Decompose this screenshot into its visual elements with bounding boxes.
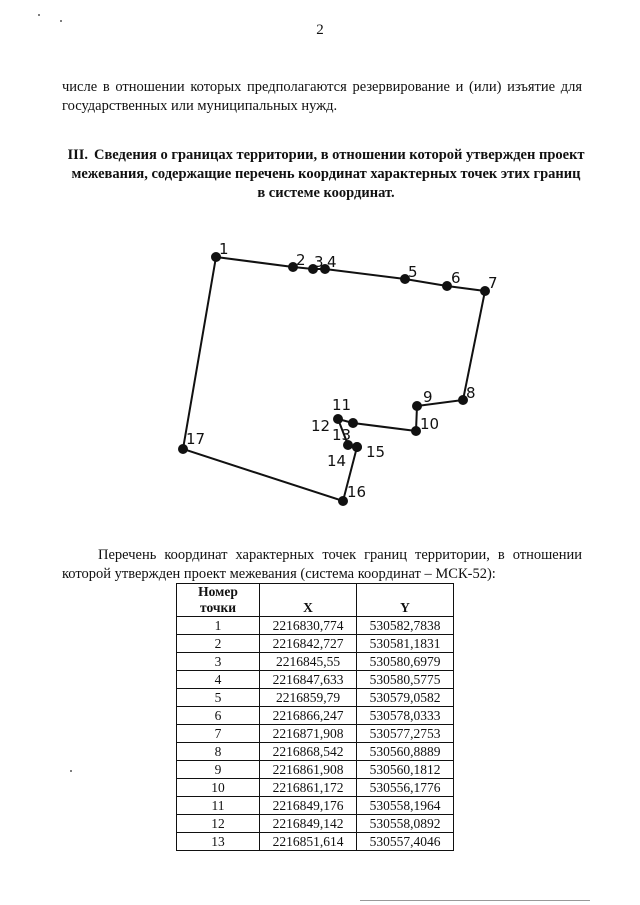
cell-number: 5: [177, 689, 260, 707]
cell-x: 2216847,633: [260, 671, 357, 689]
point-label-17: 17: [186, 430, 206, 448]
cell-number: 1: [177, 617, 260, 635]
cell-y: 530560,8889: [357, 743, 454, 761]
point-label-10: 10: [420, 415, 440, 433]
cell-y: 530580,5775: [357, 671, 454, 689]
table-row: [177, 671, 454, 689]
cell-number: 9: [177, 761, 260, 779]
point-labels: [186, 240, 498, 501]
point-label-12: 12: [311, 417, 331, 435]
cell-number: 2: [177, 635, 260, 653]
cell-y: 530577,2753: [357, 725, 454, 743]
cell-y: 530581,1831: [357, 635, 454, 653]
cell-number: 6: [177, 707, 260, 725]
cell-x: 2216849,142: [260, 815, 357, 833]
cell-y: 530580,6979: [357, 653, 454, 671]
section-title: Сведения о границах территории, в отношении которой утвержден проект межевания, содержащие перечень координат характерных точек этих границ в системе координат.: [71, 147, 585, 201]
cell-number: 3: [177, 653, 260, 671]
cell-number: 8: [177, 743, 260, 761]
list-intro-paragraph: Перечень координат характерных точек границ территории, в отношении которой утвержден проект межевания (система координат – МСК-52):: [62, 547, 582, 582]
coordinates-table: [176, 583, 454, 851]
header-x: X: [260, 584, 357, 617]
cell-y: 530557,4046: [357, 833, 454, 851]
table-row: [177, 743, 454, 761]
cell-y: 530579,0582: [357, 689, 454, 707]
scan-speck: [38, 14, 40, 16]
cell-y: 530556,1776: [357, 779, 454, 797]
table-header-row: [177, 584, 454, 617]
point-label-15: 15: [366, 443, 386, 461]
point-label-8: 8: [466, 384, 476, 402]
cell-x: 2216866,247: [260, 707, 357, 725]
table-row: [177, 761, 454, 779]
cell-x: 2216842,727: [260, 635, 357, 653]
point-9: [412, 401, 422, 411]
point-label-14: 14: [327, 452, 347, 470]
point-label-13: 13: [332, 426, 352, 444]
point-label-4: 4: [327, 253, 337, 271]
page-number: 2: [316, 22, 324, 38]
cell-y: 530578,0333: [357, 707, 454, 725]
table-row: [177, 707, 454, 725]
point-12: [333, 414, 343, 424]
cell-x: 2216861,908: [260, 761, 357, 779]
section-number: III.: [67, 147, 88, 163]
cell-y: 530558,0892: [357, 815, 454, 833]
table-row: [177, 779, 454, 797]
table-row: [177, 653, 454, 671]
table-row: [177, 689, 454, 707]
point-label-7: 7: [488, 274, 498, 292]
point-label-2: 2: [296, 251, 306, 269]
point-label-11: 11: [332, 396, 352, 414]
cell-x: 2216845,55: [260, 653, 357, 671]
point-label-5: 5: [408, 263, 418, 281]
point-label-3: 3: [314, 253, 324, 271]
header-y: Y: [357, 584, 454, 617]
cell-x: 2216849,176: [260, 797, 357, 815]
point-label-1: 1: [219, 240, 229, 258]
table-row: [177, 635, 454, 653]
scan-speck: [70, 770, 72, 772]
intro-paragraph: числе в отношении которых предполагаются резервирование и (или) изъятие для государственных или муниципальных нужд.: [62, 79, 582, 114]
cell-y: 530558,1964: [357, 797, 454, 815]
cell-x: 2216871,908: [260, 725, 357, 743]
cell-x: 2216861,172: [260, 779, 357, 797]
cell-x: 2216859,79: [260, 689, 357, 707]
cell-y: 530582,7838: [357, 617, 454, 635]
scan-edge-line: [360, 900, 590, 901]
cell-x: 2216868,542: [260, 743, 357, 761]
scan-speck: [60, 20, 62, 22]
table-row: [177, 797, 454, 815]
cell-x: 2216830,774: [260, 617, 357, 635]
point-label-16: 16: [347, 483, 367, 501]
table-row: [177, 725, 454, 743]
point-label-9: 9: [423, 388, 433, 406]
point-15: [352, 442, 362, 452]
header-point-number: Номер точки: [177, 584, 260, 617]
table-row: [177, 833, 454, 851]
cell-number: 12: [177, 815, 260, 833]
cell-number: 10: [177, 779, 260, 797]
point-label-6: 6: [451, 269, 461, 287]
cell-y: 530560,1812: [357, 761, 454, 779]
cell-number: 4: [177, 671, 260, 689]
table-row: [177, 815, 454, 833]
cell-number: 11: [177, 797, 260, 815]
cell-number: 13: [177, 833, 260, 851]
section-heading: [66, 146, 586, 203]
cell-number: 7: [177, 725, 260, 743]
table-row: [177, 617, 454, 635]
boundary-diagram: [0, 230, 640, 520]
cell-x: 2216851,614: [260, 833, 357, 851]
